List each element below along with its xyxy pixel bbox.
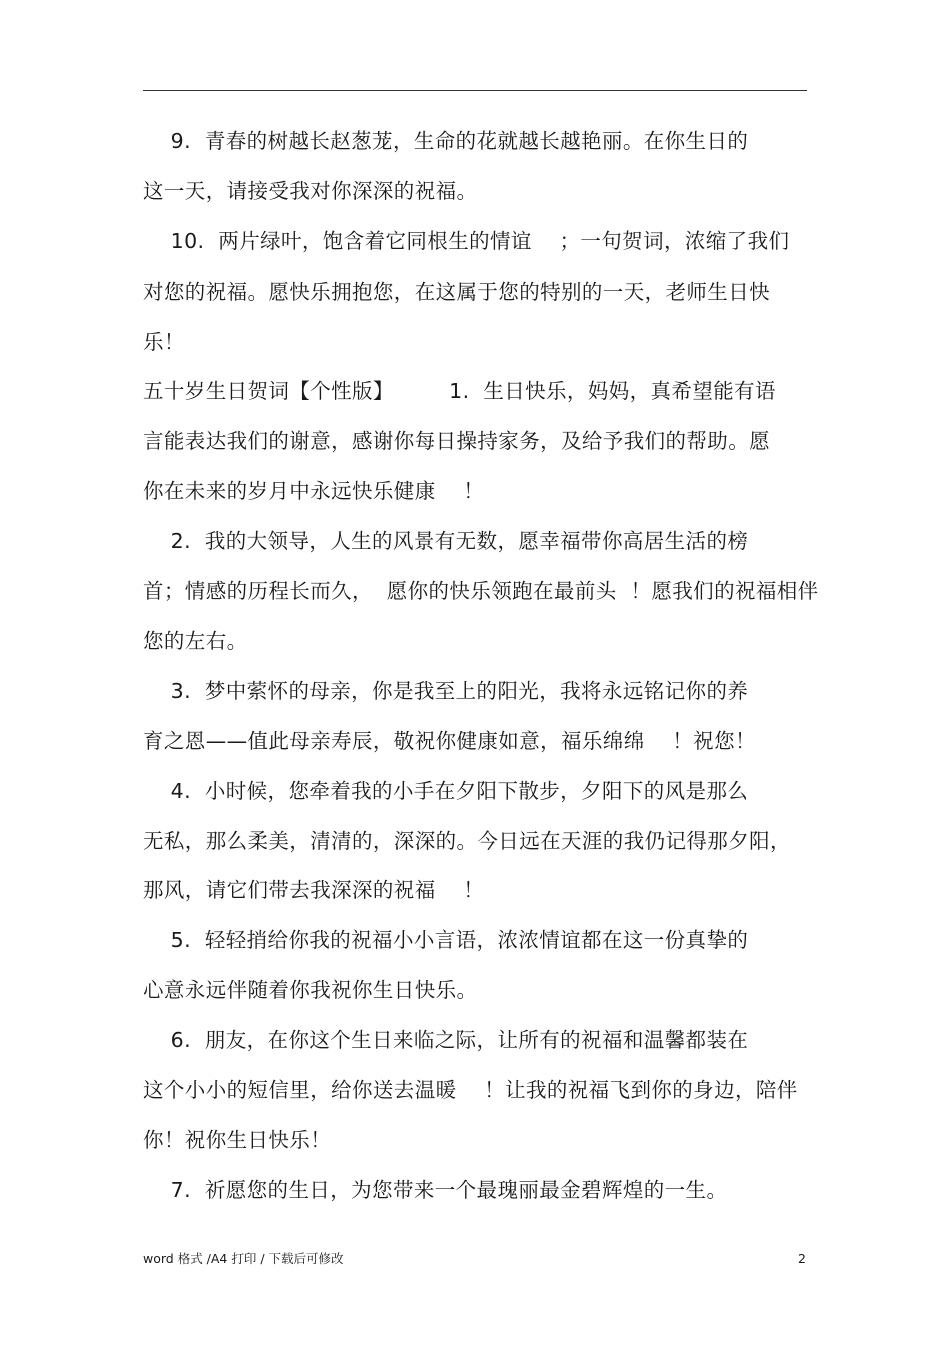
text-line: 心意永远伴随着你我祝你生日快乐。 <box>143 978 478 1002</box>
text-line: 6. 朋友，在你这个生日来临之际，让所有的祝福和温馨都装在 <box>143 1028 749 1052</box>
text-line: 5. 轻轻捎给你我的祝福小小言语，浓浓情谊都在这一份真挚的 <box>143 928 749 952</box>
text-line: 10. 两片绿叶，饱含着它同根生的情谊 ；一句贺词，浓缩了我们 <box>143 229 790 253</box>
text-line: 3. 梦中萦怀的母亲，你是我至上的阳光，我将永远铭记你的养 <box>143 679 749 703</box>
text-line: 五十岁生日贺词【个性版】 1. 生日快乐，妈妈，真希望能有语 <box>143 379 776 403</box>
text-line: 对您的祝福。愿快乐拥抱您，在这属于您的特别的一天，老师生日快 <box>143 280 770 304</box>
text-line: 无私，那么柔美，清清的，深深的。今日远在天涯的我仍记得那夕阳， <box>143 829 791 853</box>
text-line: 言能表达我们的谢意，感谢你每日操持家务，及给予我们的帮助。愿 <box>143 429 770 453</box>
text-line: 育之恩——值此母亲寿辰，敬祝你健康如意，福乐绵绵 ！祝您！ <box>143 729 756 753</box>
text-line: 你在未来的岁月中永远快乐健康 ！ <box>143 479 485 503</box>
text-line: 9. 青春的树越长赵葱茏，生命的花就越长越艳丽。在你生日的 <box>143 129 749 153</box>
text-line: 您的左右。 <box>143 629 248 653</box>
text-line: 那风，请它们带去我深深的祝福 ！ <box>143 878 485 902</box>
text-line: 这个小小的短信里，给你送去温暖 ！让我的祝福飞到你的身边，陪伴 <box>143 1078 798 1102</box>
text-line: 这一天，请接受我对你深深的祝福。 <box>143 179 478 203</box>
text-line: 你！祝你生日快乐！ <box>143 1128 332 1152</box>
page-number: 2 <box>798 1251 806 1266</box>
header-rule <box>143 90 807 91</box>
text-line: 4. 小时候，您牵着我的小手在夕阳下散步，夕阳下的风是那么 <box>143 779 749 803</box>
text-line: 首；情感的历程长而久， 愿你的快乐领跑在最前头 ！愿我们的祝福相伴 <box>143 579 819 603</box>
text-line: 2. 我的大领导，人生的风景有无数，愿幸福带你高居生活的榜 <box>143 529 749 553</box>
footer-note: word 格式 /A4 打印 / 下载后可修改 <box>143 1251 344 1266</box>
text-line: 7. 祈愿您的生日，为您带来一个最瑰丽最金碧辉煌的一生。 <box>143 1178 728 1202</box>
text-line: 乐！ <box>143 330 185 354</box>
